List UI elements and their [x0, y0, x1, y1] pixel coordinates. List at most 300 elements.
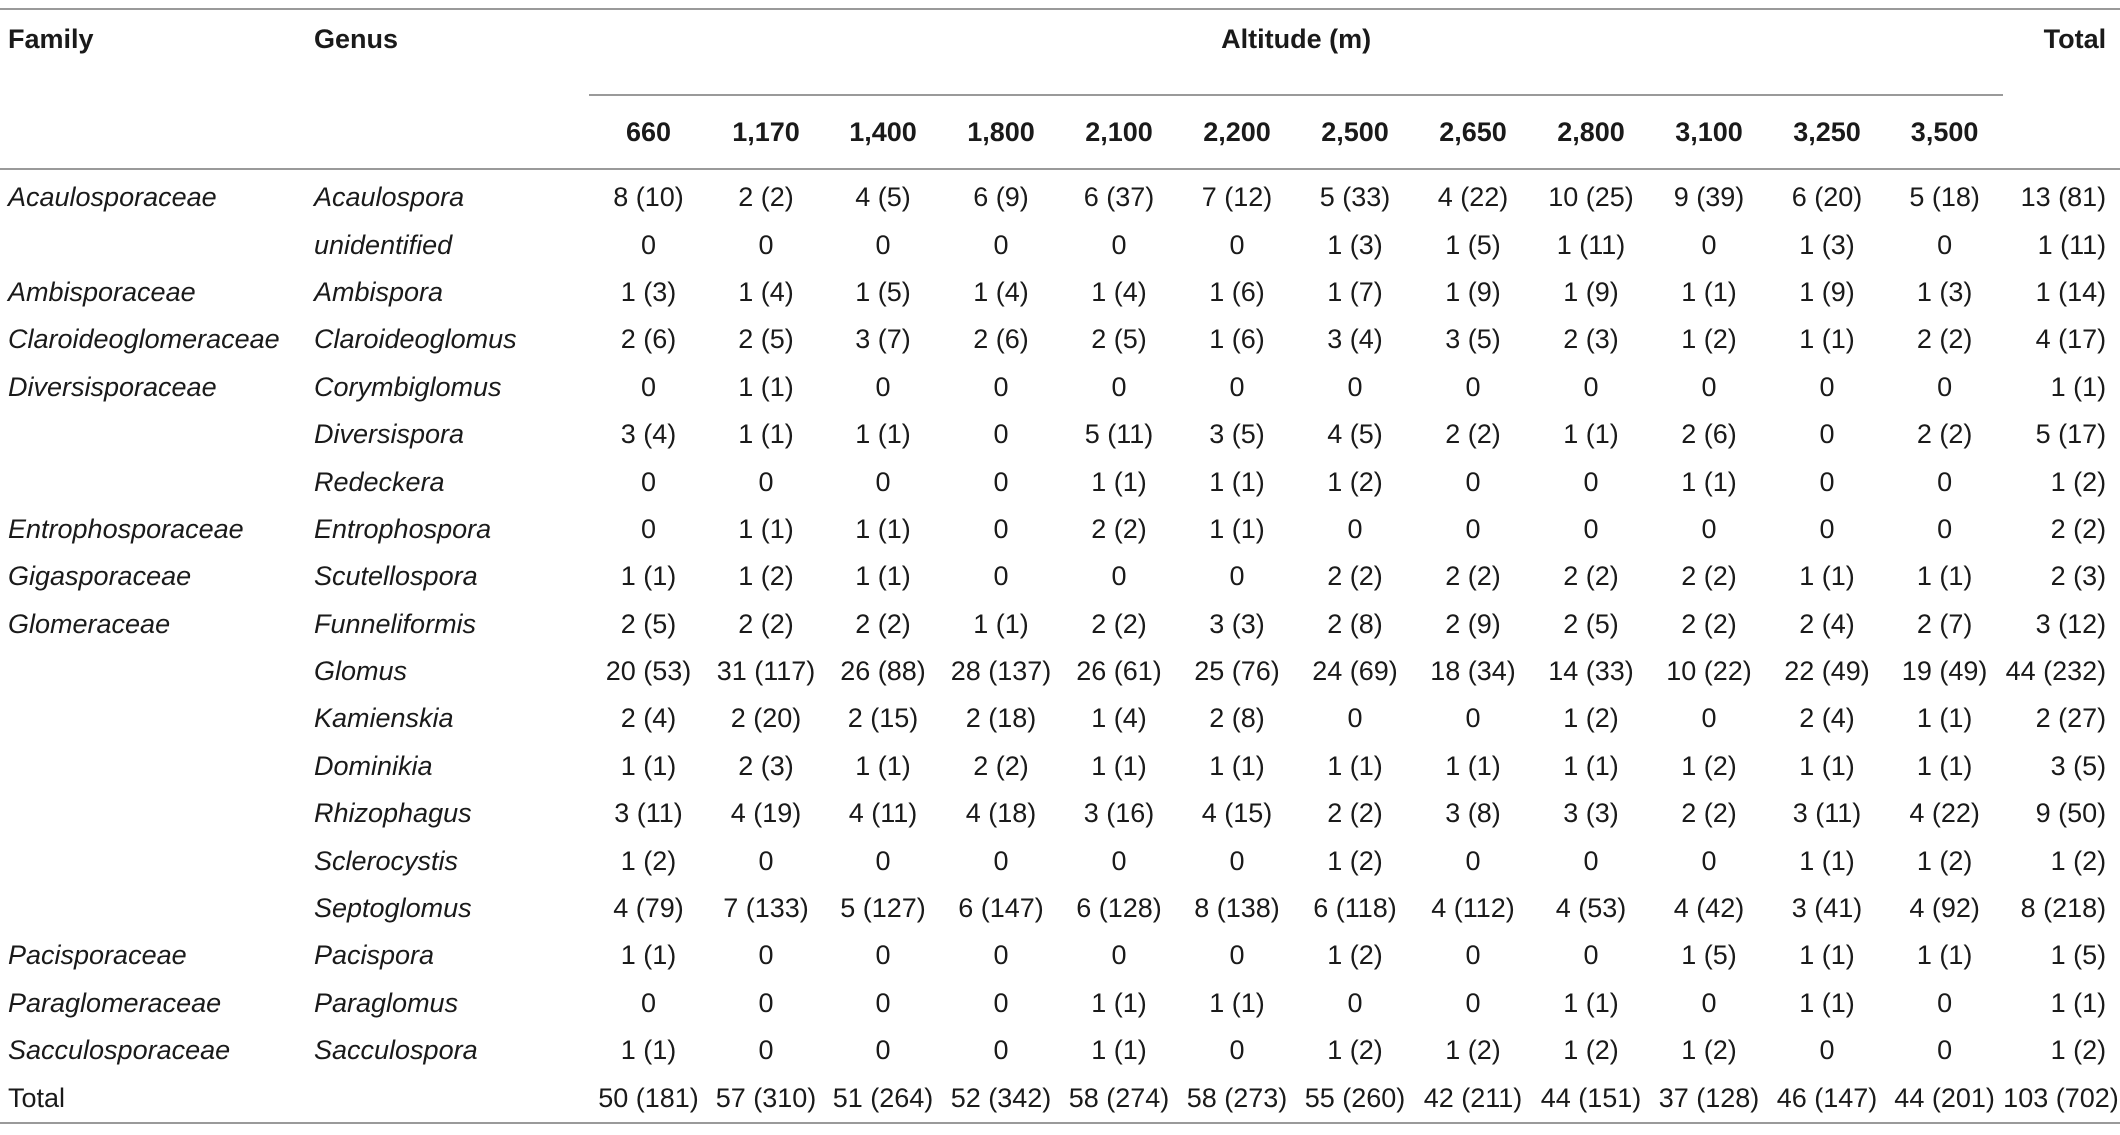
value-cell: 0: [758, 1035, 774, 1066]
value-cell: 5 (127): [840, 893, 926, 924]
value-cell: 31 (117): [716, 656, 816, 687]
value-cell: 2 (2): [1916, 419, 1973, 450]
value-cell: 1 (4): [1091, 703, 1147, 734]
value-cell: 8 (10): [613, 182, 684, 213]
value-cell: 2 (6): [620, 324, 677, 355]
row-total-cell: 1 (2): [2050, 1035, 2107, 1066]
value-cell: 3 (3): [1209, 608, 1265, 639]
value-cell: 0: [1701, 703, 1717, 734]
value-cell: 0: [1937, 987, 1953, 1018]
value-cell: 0: [640, 466, 657, 497]
genus-cell: Rhizophagus: [314, 798, 472, 829]
header-altitude-value: 1,170: [732, 116, 800, 147]
row-total-cell: 2 (3): [2050, 561, 2107, 592]
value-cell: 2 (2): [1916, 324, 1973, 355]
header-altitude-value: 2,100: [1085, 116, 1153, 147]
value-cell: 0: [1111, 229, 1127, 260]
family-cell: Paraglomeraceae: [8, 987, 222, 1018]
row-total-cell: 2 (2): [2050, 513, 2107, 544]
family-cell: Diversisporaceae: [8, 371, 217, 402]
total-value-cell: 52 (342): [942, 1074, 1060, 1122]
table-row: [0, 601, 2120, 648]
value-cell: 4 (22): [1437, 182, 1509, 213]
value-cell: 1 (1): [738, 419, 794, 450]
family-cell: Sacculosporaceae: [8, 1035, 231, 1066]
family-cell: Claroideoglomeraceae: [8, 324, 280, 355]
family-cell: [0, 790, 312, 837]
genus-cell: Glomus: [314, 656, 408, 687]
value-cell: 2 (2): [1091, 513, 1147, 544]
value-cell: 0: [1347, 371, 1363, 402]
value-cell: 3 (16): [1083, 798, 1155, 829]
family-cell: [0, 837, 312, 884]
table-row: [0, 364, 2120, 411]
row-total-cell: 8 (218): [2020, 893, 2107, 924]
value-cell: 0: [993, 940, 1009, 971]
value-cell: 1 (2): [1563, 1035, 1619, 1066]
genus-cell: Kamienskia: [314, 703, 454, 734]
value-cell: 0: [1465, 940, 1481, 971]
value-cell: 1 (1): [1916, 561, 1973, 592]
header-family: Family: [8, 24, 94, 54]
value-cell: 24 (69): [1312, 656, 1398, 687]
value-cell: 1 (1): [1799, 324, 1855, 355]
value-cell: 1 (1): [1799, 845, 1855, 876]
value-cell: 2 (2): [1445, 419, 1501, 450]
value-cell: 0: [993, 845, 1009, 876]
total-value-cell: 46 (147): [1768, 1074, 1886, 1122]
value-cell: 20 (53): [605, 656, 692, 687]
value-cell: 2 (9): [1445, 608, 1501, 639]
header-total: Total: [2043, 24, 2107, 54]
value-cell: 2 (2): [738, 182, 794, 213]
value-cell: 0: [1583, 371, 1599, 402]
genus-cell: Diversispora: [314, 419, 465, 450]
value-cell: 2 (2): [1681, 561, 1737, 592]
value-cell: 2 (3): [1563, 324, 1619, 355]
row-total-cell: 9 (50): [2035, 798, 2107, 829]
value-cell: 1 (1): [738, 513, 794, 544]
family-cell: [0, 458, 312, 505]
value-cell: 0: [875, 940, 891, 971]
value-cell: 2 (5): [738, 324, 794, 355]
value-cell: 6 (9): [973, 182, 1029, 213]
value-cell: 0: [875, 371, 891, 402]
value-cell: 18 (34): [1430, 656, 1516, 687]
value-cell: 4 (11): [848, 798, 918, 829]
value-cell: 1 (1): [1091, 1035, 1147, 1066]
value-cell: 1 (1): [1091, 750, 1147, 781]
row-total-cell: 2 (27): [2035, 703, 2107, 734]
header-altitude-value: 2,800: [1557, 116, 1625, 147]
header-altitude-value: 2,650: [1439, 116, 1507, 147]
row-total-cell: 13 (81): [2020, 182, 2107, 213]
value-cell: 14 (33): [1548, 656, 1634, 687]
header-altitude: Altitude (m): [589, 9, 2003, 95]
value-cell: 2 (3): [738, 750, 794, 781]
value-cell: 2 (2): [1681, 798, 1737, 829]
value-cell: 0: [758, 987, 774, 1018]
total-row: [0, 1074, 2120, 1122]
value-cell: 0: [758, 466, 774, 497]
value-cell: 3 (4): [1327, 324, 1383, 355]
value-cell: 26 (61): [1076, 656, 1162, 687]
value-cell: 3 (41): [1791, 893, 1863, 924]
genus-cell: Corymbiglomus: [314, 371, 502, 402]
value-cell: 2 (6): [1681, 419, 1737, 450]
value-cell: 0: [1937, 513, 1953, 544]
value-cell: 0: [993, 466, 1009, 497]
value-cell: 3 (4): [620, 419, 677, 450]
table-row: [0, 648, 2120, 695]
genus-cell: Dominikia: [314, 750, 433, 781]
value-cell: 0: [1583, 466, 1599, 497]
value-cell: 0: [993, 1035, 1009, 1066]
total-value-cell: 42 (211): [1414, 1074, 1532, 1122]
value-cell: 0: [1701, 845, 1717, 876]
genus-cell: Funneliformis: [314, 608, 477, 639]
value-cell: 1 (2): [1327, 845, 1383, 876]
value-cell: 1 (1): [1209, 466, 1265, 497]
row-total-cell: 1 (2): [2050, 845, 2107, 876]
value-cell: 0: [640, 371, 657, 402]
family-cell: Glomeraceae: [8, 608, 171, 639]
value-cell: 0: [1937, 371, 1953, 402]
value-cell: 22 (49): [1784, 656, 1870, 687]
value-cell: 2 (5): [1091, 324, 1147, 355]
value-cell: 1 (1): [1681, 276, 1737, 307]
value-cell: 6 (20): [1791, 182, 1863, 213]
value-cell: 1 (1): [1091, 987, 1147, 1018]
table-row: [0, 932, 2120, 979]
genus-cell: Claroideoglomus: [314, 324, 517, 355]
value-cell: 0: [1465, 703, 1481, 734]
value-cell: 1 (1): [855, 561, 911, 592]
value-cell: 0: [1465, 513, 1481, 544]
value-cell: 2 (2): [973, 750, 1029, 781]
value-cell: 1 (1): [1681, 466, 1737, 497]
family-cell: Pacisporaceae: [8, 940, 187, 971]
value-cell: 1 (5): [1681, 940, 1737, 971]
table-body: [0, 169, 2120, 1123]
row-total-cell: 4 (17): [2035, 324, 2107, 355]
family-cell: [0, 885, 312, 932]
value-cell: 0: [1111, 561, 1127, 592]
genus-cell: Ambispora: [314, 276, 444, 307]
value-cell: 4 (5): [1327, 419, 1383, 450]
value-cell: 1 (1): [1799, 987, 1855, 1018]
table-row: [0, 506, 2120, 553]
value-cell: 1 (1): [1799, 750, 1855, 781]
value-cell: 4 (42): [1673, 893, 1745, 924]
value-cell: 0: [758, 229, 774, 260]
value-cell: 1 (2): [1445, 1035, 1501, 1066]
family-cell: [0, 743, 312, 790]
value-cell: 6 (128): [1076, 893, 1162, 924]
value-cell: 1 (5): [1445, 229, 1501, 260]
genus-cell: Pacispora: [314, 940, 435, 971]
value-cell: 0: [993, 513, 1009, 544]
family-cell: [0, 695, 312, 742]
value-cell: 2 (2): [1327, 561, 1383, 592]
value-cell: 3 (5): [1209, 419, 1265, 450]
value-cell: 28 (137): [950, 656, 1052, 687]
value-cell: 2 (2): [1327, 798, 1383, 829]
value-cell: 1 (1): [1799, 561, 1855, 592]
value-cell: 0: [1229, 940, 1245, 971]
value-cell: 1 (1): [620, 561, 677, 592]
total-label: Total: [0, 1074, 312, 1122]
genus-cell: unidentified: [314, 229, 453, 260]
row-total-cell: 1 (1): [2050, 987, 2107, 1018]
value-cell: 26 (88): [840, 656, 926, 687]
value-cell: 0: [640, 513, 657, 544]
value-cell: 1 (2): [620, 845, 677, 876]
value-cell: 0: [1937, 229, 1953, 260]
table-row: [0, 221, 2120, 268]
value-cell: 1 (3): [1327, 229, 1383, 260]
value-cell: 0: [1701, 987, 1717, 1018]
header-altitude-value: 660: [625, 116, 672, 147]
value-cell: 2 (20): [730, 703, 802, 734]
value-cell: 1 (3): [1799, 229, 1855, 260]
value-cell: 2 (5): [620, 608, 677, 639]
value-cell: 0: [640, 229, 657, 260]
value-cell: 2 (6): [973, 324, 1029, 355]
genus-cell: Redeckera: [314, 466, 445, 497]
value-cell: 2 (8): [1209, 703, 1265, 734]
row-total-cell: 5 (17): [2035, 419, 2107, 450]
value-cell: 4 (112): [1431, 893, 1515, 924]
value-cell: 0: [993, 419, 1009, 450]
row-total-cell: 1 (1): [2050, 371, 2107, 402]
table-row: [0, 458, 2120, 505]
value-cell: 0: [875, 229, 891, 260]
row-total-cell: 44 (232): [2005, 656, 2107, 687]
value-cell: 1 (9): [1563, 276, 1619, 307]
value-cell: 0: [758, 940, 774, 971]
value-cell: 1 (1): [1327, 750, 1383, 781]
grand-total-cell: 103 (702): [2003, 1074, 2120, 1122]
value-cell: 4 (22): [1909, 798, 1980, 829]
table-row: [0, 980, 2120, 1027]
value-cell: 1 (6): [1209, 324, 1265, 355]
value-cell: 0: [1701, 513, 1717, 544]
value-cell: 0: [1229, 1035, 1245, 1066]
genus-cell: Scutellospora: [314, 561, 478, 592]
value-cell: 0: [640, 987, 657, 1018]
table-row: [0, 837, 2120, 884]
value-cell: 1 (1): [1563, 750, 1619, 781]
value-cell: 0: [875, 987, 891, 1018]
value-cell: 1 (2): [1563, 703, 1619, 734]
value-cell: 6 (37): [1083, 182, 1155, 213]
value-cell: 1 (5): [855, 276, 911, 307]
value-cell: 2 (2): [1681, 608, 1737, 639]
table-row: [0, 553, 2120, 600]
value-cell: 0: [875, 845, 891, 876]
value-cell: 2 (8): [1327, 608, 1383, 639]
header-altitude-value: 1,800: [967, 116, 1035, 147]
family-cell: Gigasporaceae: [8, 561, 192, 592]
value-cell: 1 (1): [855, 513, 911, 544]
value-cell: 1 (1): [1563, 419, 1619, 450]
value-cell: 1 (9): [1799, 276, 1855, 307]
header-altitude-value: 3,250: [1793, 116, 1861, 147]
table-row: [0, 269, 2120, 316]
table-row: [0, 411, 2120, 458]
family-cell: [0, 221, 312, 268]
value-cell: 4 (19): [730, 798, 802, 829]
genus-cell: Sclerocystis: [314, 845, 459, 876]
total-value-cell: 58 (273): [1178, 1074, 1296, 1122]
value-cell: 1 (3): [620, 276, 677, 307]
value-cell: 0: [1347, 703, 1363, 734]
total-value-cell: 37 (128): [1650, 1074, 1768, 1122]
value-cell: 0: [758, 845, 774, 876]
family-cell: Ambisporaceae: [8, 276, 196, 307]
value-cell: 4 (5): [855, 182, 911, 213]
total-value-cell: 55 (260): [1296, 1074, 1414, 1122]
value-cell: 0: [1583, 940, 1599, 971]
value-cell: 2 (2): [738, 608, 794, 639]
value-cell: 2 (2): [855, 608, 911, 639]
table-row: [0, 743, 2120, 790]
header-altitude-value: 1,400: [849, 116, 917, 147]
value-cell: 1 (2): [1681, 750, 1737, 781]
value-cell: 3 (11): [1792, 798, 1862, 829]
value-cell: 0: [1229, 561, 1245, 592]
value-cell: 0: [1819, 466, 1835, 497]
value-cell: 0: [1937, 466, 1953, 497]
value-cell: 2 (4): [1799, 703, 1855, 734]
value-cell: 0: [993, 229, 1009, 260]
value-cell: 2 (2): [1445, 561, 1501, 592]
value-cell: 0: [993, 987, 1009, 1018]
value-cell: 0: [1229, 845, 1245, 876]
genus-cell: Entrophospora: [314, 513, 492, 544]
value-cell: 0: [1465, 987, 1481, 1018]
value-cell: 3 (11): [614, 798, 683, 829]
value-cell: 1 (2): [1681, 324, 1737, 355]
total-genus-empty: [312, 1074, 589, 1122]
value-cell: 1 (1): [1916, 940, 1973, 971]
value-cell: 5 (11): [1084, 419, 1154, 450]
value-cell: 19 (49): [1901, 656, 1988, 687]
total-value-cell: 44 (201): [1886, 1074, 2003, 1122]
value-cell: 1 (3): [1916, 276, 1973, 307]
value-cell: 0: [1465, 371, 1481, 402]
value-cell: 10 (25): [1548, 182, 1634, 213]
value-cell: 1 (1): [1445, 750, 1501, 781]
total-value-cell: 44 (151): [1532, 1074, 1650, 1122]
value-cell: 6 (147): [958, 893, 1044, 924]
family-cell: Acaulosporaceae: [8, 182, 217, 213]
value-cell: 0: [1229, 371, 1245, 402]
value-cell: 5 (18): [1909, 182, 1980, 213]
value-cell: 7 (133): [723, 893, 809, 924]
header-altitude-value: 2,500: [1321, 116, 1389, 147]
value-cell: 1 (1): [620, 750, 677, 781]
value-cell: 0: [1465, 466, 1481, 497]
value-cell: 2 (4): [620, 703, 677, 734]
value-cell: 2 (2): [1091, 608, 1147, 639]
value-cell: 2 (18): [965, 703, 1037, 734]
value-cell: 1 (1): [855, 750, 911, 781]
altitude-genus-table: [0, 8, 2120, 1124]
table-row: [0, 1027, 2120, 1074]
value-cell: 4 (15): [1201, 798, 1273, 829]
value-cell: 1 (11): [1556, 229, 1626, 260]
genus-cell: Sacculospora: [314, 1035, 478, 1066]
value-cell: 0: [1819, 513, 1835, 544]
value-cell: 1 (1): [1209, 750, 1265, 781]
value-cell: 4 (18): [965, 798, 1037, 829]
value-cell: 0: [875, 1035, 891, 1066]
header-row-1: [0, 9, 2120, 95]
table-row: [0, 790, 2120, 837]
value-cell: 0: [875, 466, 891, 497]
value-cell: 1 (1): [1563, 987, 1619, 1018]
value-cell: 1 (2): [1327, 940, 1383, 971]
value-cell: 3 (5): [1445, 324, 1501, 355]
row-total-cell: 3 (5): [2050, 750, 2107, 781]
value-cell: 0: [1819, 419, 1835, 450]
header-altitude-value: 3,100: [1675, 116, 1743, 147]
value-cell: 1 (6): [1209, 276, 1265, 307]
value-cell: 2 (7): [1916, 608, 1973, 639]
genus-cell: Acaulospora: [314, 182, 465, 213]
value-cell: 0: [1347, 513, 1363, 544]
row-total-cell: 1 (5): [2050, 940, 2107, 971]
value-cell: 3 (3): [1563, 798, 1619, 829]
value-cell: 4 (53): [1555, 893, 1627, 924]
value-cell: 1 (2): [1327, 466, 1383, 497]
value-cell: 1 (1): [620, 1035, 677, 1066]
value-cell: 1 (2): [738, 561, 794, 592]
genus-cell: Septoglomus: [314, 893, 472, 924]
value-cell: 2 (4): [1799, 608, 1855, 639]
header-altitude-value: 2,200: [1203, 116, 1271, 147]
total-value-cell: 51 (264): [824, 1074, 942, 1122]
value-cell: 1 (1): [1091, 466, 1147, 497]
value-cell: 0: [1819, 371, 1835, 402]
row-total-cell: 1 (11): [2037, 229, 2107, 260]
value-cell: 2 (15): [847, 703, 919, 734]
value-cell: 1 (9): [1445, 276, 1501, 307]
row-total-cell: 1 (2): [2050, 466, 2107, 497]
header-genus: Genus: [314, 24, 399, 54]
value-cell: 1 (1): [1209, 987, 1265, 1018]
value-cell: 0: [1583, 845, 1599, 876]
value-cell: 1 (1): [1916, 703, 1973, 734]
value-cell: 1 (1): [855, 419, 911, 450]
value-cell: 1 (2): [1916, 845, 1973, 876]
value-cell: 0: [1819, 1035, 1835, 1066]
value-cell: 0: [1111, 940, 1127, 971]
value-cell: 4 (92): [1909, 893, 1980, 924]
value-cell: 0: [993, 561, 1009, 592]
value-cell: 1 (4): [1091, 276, 1147, 307]
value-cell: 1 (2): [1681, 1035, 1737, 1066]
total-value-cell: 50 (181): [589, 1074, 708, 1122]
table-row: [0, 169, 2120, 221]
value-cell: 7 (12): [1201, 182, 1273, 213]
value-cell: 4 (79): [613, 893, 684, 924]
value-cell: 1 (7): [1327, 276, 1383, 307]
value-cell: 0: [1111, 371, 1127, 402]
value-cell: 8 (138): [1194, 893, 1280, 924]
